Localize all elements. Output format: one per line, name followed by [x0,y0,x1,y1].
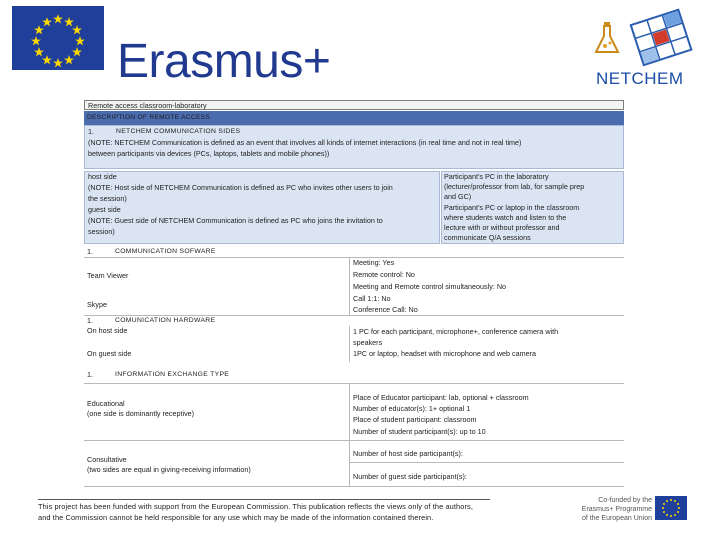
host-participant-count: Number of host side participant(s): [353,449,463,458]
software-section-header [84,247,624,257]
section-title: NETCHEM COMMUNICATION SIDES [116,128,241,135]
netchem-logo-text: NETCHEM [596,69,684,88]
guest-side-note: (NOTE: Guest side of NETCHEM Communication is defined as PC who joins the invitation to [88,216,383,225]
educational-note: (one side is dominantly receptive) [87,409,195,418]
guest-side-note: session) [88,227,115,236]
form-title: Remote access classroom-laboratory [88,101,207,110]
eu-flag-icon [12,6,104,70]
host-pc-description: and GC) [444,192,472,201]
software-detail: Call 1:1: No [353,294,391,303]
guest-pc-description: Participant’s PC or laptop in the classroom [444,203,580,212]
funding-disclaimer [38,502,538,523]
software-item: Skype [87,300,107,309]
table-divider [349,383,350,486]
educational-detail: Place of student participant: classroom [353,415,477,424]
host-hardware-value: speakers [353,338,383,347]
cofund-line: Co-funded by the [598,497,652,504]
table-divider [349,326,350,362]
section-title: INFORMATION EXCHANGE TYPE [115,371,230,378]
band-label: DESCRIPTION OF REMOTE ACCESS [87,114,211,121]
host-hardware-value: 1 PC for each participant, microphone+, conference camera with [353,327,559,336]
guest-participant-count: Number of guest side participant(s): [353,472,467,481]
educational-detail: Number of educator(s): 1+ optional 1 [353,404,471,413]
host-hardware-label: On host side [87,326,128,335]
guest-pc-description: where students watch and listen to the [444,213,567,222]
guest-hardware-label: On guest side [87,349,132,358]
cofund-line: of the European Union [581,515,652,523]
remote-access-form [84,100,624,486]
note-line: (NOTE: NETCHEM Communication is defined as an event that involves all kinds of internet interactions (in real time and not in real time) [88,138,522,147]
note-line: between participants via devices (PCs, laptops, tablets and mobile phones)) [88,149,330,158]
hosts-table [84,171,624,244]
footer-divider [38,499,490,500]
host-side-note: (NOTE: Host side of NETCHEM Communication is defined as PC who invites other users to join [88,183,393,192]
table-divider [349,257,350,315]
exchange-section-header [84,370,624,380]
host-pc-description: (lecturer/professor from lab, for sample prep [444,182,585,191]
communication-sides-section [84,125,624,169]
section-title: COMUNICATION HARDWARE [115,317,216,324]
section-number: 1. [87,316,93,325]
guest-pc-description: lecture with or without professor and [444,223,560,232]
cofund-line: Erasmus+ Programme [581,506,652,514]
educational-detail: Number of student participant(s): up to 10 [353,427,486,436]
table-divider [84,440,624,441]
table-divider [84,486,624,487]
consultative-label: Consultative [87,455,127,464]
section-title: COMMUNICATION SOFWARE [115,248,216,255]
disclaimer-line: This project has been funded with support from the European Commission. This publication reflects the views only of the authors, [38,502,473,511]
guest-pc-description: communicate Q/A sessions [444,233,531,242]
host-side-label: host side [88,172,117,181]
consultative-note: (two sides are equal in giving-receiving information) [87,465,251,474]
software-detail: Meeting and Remote control simultaneously: No [353,282,507,291]
table-divider [84,383,624,384]
host-side-note: the session) [88,194,127,203]
section-band [84,111,624,125]
guest-hardware-value: 1PC or laptop, headset with microphone and web camera [353,349,536,358]
guest-side-label: guest side [88,205,121,214]
eu-flag-small-icon [655,496,687,520]
section-number: 1. [88,127,94,136]
hosts-left-cell [84,171,440,244]
software-detail: Meeting: Yes [353,258,395,267]
cofund-label [568,496,652,523]
erasmus-plus-logo: Erasmus+ [117,35,331,88]
software-item: Team Viewer [87,271,129,280]
software-detail: Conference Call: No [353,305,418,314]
section-number: 1. [87,370,93,379]
hardware-section-header [84,316,624,326]
software-detail: Remote control: No [353,270,415,279]
host-pc-description: Participant’s PC in the laboratory [444,172,549,181]
hosts-right-cell [441,171,624,244]
table-divider [350,462,624,463]
section-number: 1. [87,247,93,256]
educational-detail: Place of Educator participant: lab, optional + classroom [353,393,529,402]
educational-label: Educational [87,399,125,408]
disclaimer-line: and the Commission cannot be held responsible for any use which may be made of the information contained therein. [38,512,434,522]
form-title-bar [84,100,624,110]
